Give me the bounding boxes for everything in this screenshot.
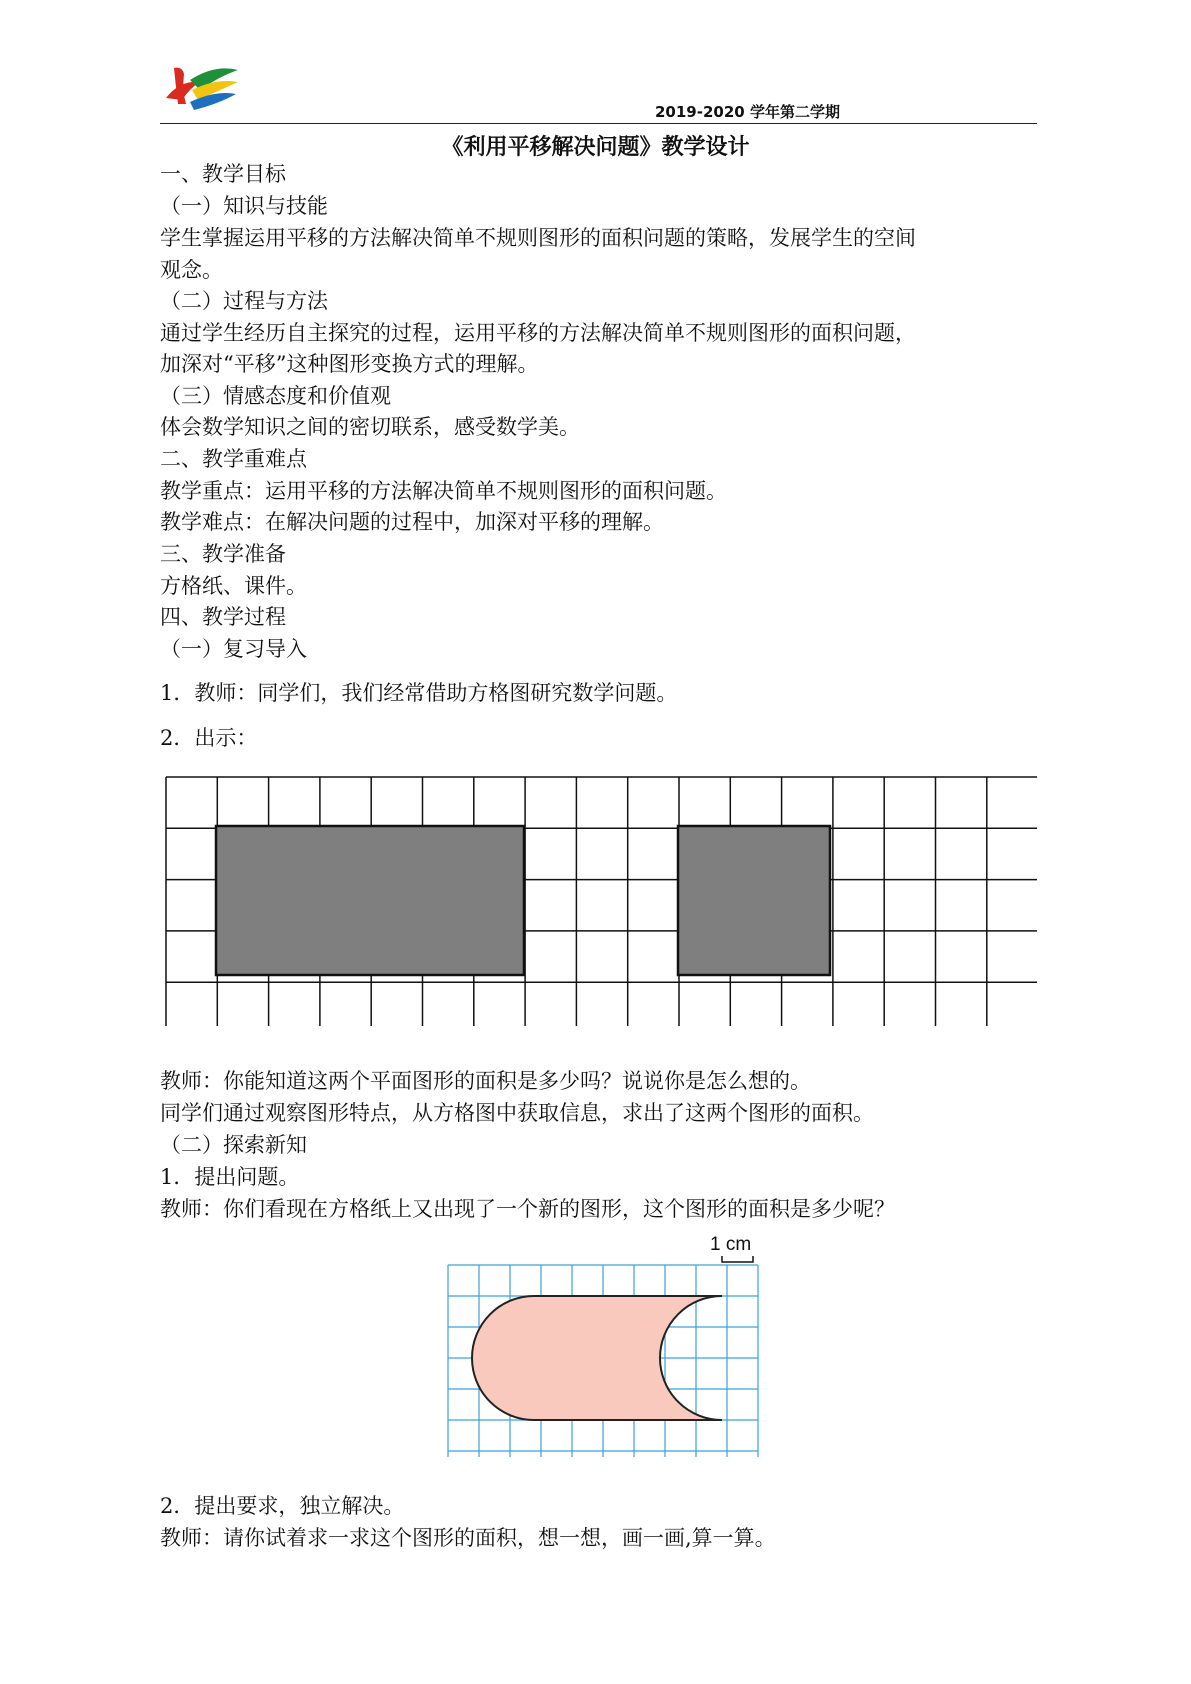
text-line: 方格纸、课件。 — [160, 574, 307, 598]
text-line: 教学难点：在解决问题的过程中，加深对平移的理解。 — [160, 510, 664, 534]
text-line: （三）情感态度和价值观 — [160, 384, 391, 408]
unit-label: 1 cm — [710, 1234, 752, 1255]
text-line: 教学重点：运用平移的方法解决简单不规则图形的面积问题。 — [160, 479, 727, 503]
grid-figure-irregular-shape — [440, 1232, 770, 1457]
page-title: 《利用平移解决问题》教学设计 — [441, 134, 750, 160]
gray-rectangle — [216, 826, 524, 975]
text-line: 四、教学过程 — [160, 605, 286, 629]
text-line: 教师：请你试着求一求这个图形的面积，想一想，画一画,算一算。 — [160, 1526, 776, 1550]
text-line: 同学们通过观察图形特点，从方格图中获取信息，求出了这两个图形的面积。 — [160, 1101, 874, 1125]
semester-label: 2019-2020 学年第二学期 — [655, 103, 840, 121]
text-line: 一、教学目标 — [160, 162, 286, 186]
text-line: 二、教学重难点 — [160, 447, 307, 471]
text-line: 1．提出问题。 — [160, 1165, 300, 1189]
text-line: 2．出示： — [160, 726, 258, 750]
text-line: （二）探索新知 — [160, 1133, 307, 1157]
text-line: 1．教师：同学们，我们经常借助方格图研究数学问题。 — [160, 681, 678, 705]
text-line: 三、教学准备 — [160, 542, 286, 566]
text-line: 加深对“平移”这种图形变换方式的理解。 — [160, 352, 539, 376]
text-line: （一）复习导入 — [160, 637, 307, 661]
text-line: 2．提出要求，独立解决。 — [160, 1494, 405, 1518]
unit-bracket — [722, 1256, 753, 1262]
text-line: 学生掌握运用平移的方法解决简单不规则图形的面积问题的策略，发展学生的空间 — [160, 226, 916, 250]
text-line: （二）过程与方法 — [160, 289, 328, 313]
text-line: 体会数学知识之间的密切联系，感受数学美。 — [160, 415, 580, 439]
text-line: 通过学生经历自主探究的过程，运用平移的方法解决简单不规则图形的面积问题， — [160, 321, 916, 345]
school-logo-icon — [160, 60, 240, 112]
header-rule — [160, 123, 1037, 124]
text-line: （一）知识与技能 — [160, 194, 328, 218]
text-line: 观念。 — [160, 258, 223, 282]
text-line: 教师：你们看现在方格纸上又出现了一个新的图形，这个图形的面积是多少呢？ — [160, 1197, 895, 1221]
gray-square — [678, 826, 830, 975]
text-line: 教师：你能知道这两个平面图形的面积是多少吗？说说你是怎么想的。 — [160, 1069, 811, 1093]
grid-figure-rectangles — [165, 776, 1037, 1026]
